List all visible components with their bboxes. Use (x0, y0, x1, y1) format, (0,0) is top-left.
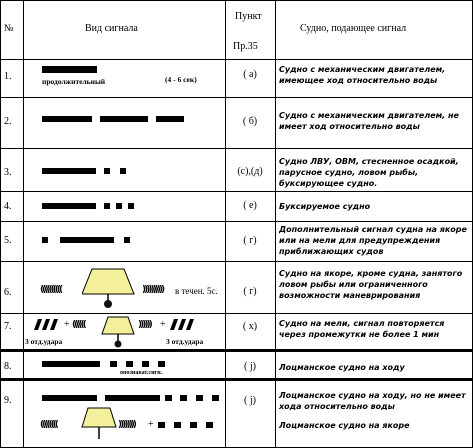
long-blast (42, 66, 97, 73)
short-blast (158, 361, 165, 367)
short-blast (120, 168, 126, 174)
vessel-desc: Судно ЛВУ, ОВМ, стесненное осадкой, парусное судно, ловом рыбы, буксирующее судно. (279, 157, 459, 188)
rule-point: ( б) (242, 116, 258, 127)
long-blast (105, 395, 160, 401)
rule-point: ( г) (243, 235, 257, 246)
rule-point: ( а) (243, 69, 257, 80)
signal-label: продолжительный (42, 77, 106, 86)
gong-stroke-icon (50, 319, 58, 330)
row-number: 3. (4, 167, 12, 178)
row-number: 5. (4, 235, 12, 246)
short-blast (42, 237, 48, 243)
row-number: 4. (4, 201, 12, 212)
long-blast (100, 116, 148, 122)
rule-point: (с),(д) (237, 166, 263, 177)
row-number: 1. (4, 71, 12, 82)
row-number: 7. (4, 321, 12, 332)
signal-duration: в течен. 5с. (175, 286, 218, 296)
row-number: 9. (4, 395, 12, 406)
signal-label: опознават.сигн. (120, 370, 163, 376)
short-blast (190, 422, 197, 428)
long-blast (156, 116, 184, 122)
short-blast (110, 361, 117, 367)
rule-point: ( е) (243, 200, 257, 211)
rule-point: ( j) (244, 395, 256, 406)
gong-stroke-icon (170, 319, 178, 330)
signal-label: 3 отд.удара (166, 337, 204, 346)
bell-ringing-icon: )))))) (138, 320, 151, 330)
short-blast (174, 422, 181, 428)
bell-ringing-icon: (((((( (72, 320, 85, 330)
short-blast (165, 395, 172, 401)
short-blast (104, 203, 110, 209)
gong-stroke-icon (34, 319, 42, 330)
long-blast (60, 237, 114, 243)
short-blast (104, 168, 110, 174)
bell-icon (100, 314, 138, 354)
bell-ringing-icon: (((((((( (40, 420, 57, 430)
short-blast (196, 395, 203, 401)
long-blast (42, 395, 97, 401)
row-number: 6. (4, 287, 12, 298)
plus-icon: + (160, 319, 166, 330)
signal-label: 3 отд.удара (25, 337, 63, 346)
bell-icon (82, 266, 142, 311)
header-point: Пункт (235, 11, 262, 22)
bell-ringing-icon: )))))))) (118, 420, 135, 430)
bell-ringing-icon: (((((((((( (40, 285, 62, 295)
gong-stroke-icon (178, 319, 186, 330)
row-number: 8. (4, 361, 12, 372)
short-blast (158, 422, 165, 428)
vessel-desc: Буксируемое судно (279, 202, 371, 211)
header-vessel: Судно, подающее сигнал (300, 23, 407, 34)
short-blast (142, 361, 149, 367)
long-blast (42, 116, 92, 122)
header-signal: Вид сигнала (85, 23, 138, 34)
short-blast (206, 422, 213, 428)
row-number: 2. (4, 116, 12, 127)
plus-icon: + (148, 419, 154, 430)
vessel-desc: Судно на мели, сигнал повторяется через промежутки не более 1 мин (279, 319, 445, 339)
rule-point: ( х) (242, 321, 258, 332)
long-blast (42, 203, 96, 209)
vessel-desc: Лоцманское судно на ходу (279, 363, 405, 372)
short-blast (124, 237, 130, 243)
short-blast (212, 395, 219, 401)
rule-point: ( j) (244, 361, 256, 372)
bell-ringing-icon: )))))))))) (142, 285, 164, 295)
short-blast (180, 395, 187, 401)
vessel-desc: Судно с механическим двигателем, имеющее ход относительно воды (279, 65, 446, 85)
vessel-desc: Лоцманское судно на ходу, но не имеет хода относительно воды (279, 391, 466, 411)
bell-icon (80, 405, 120, 448)
rule-point: ( г) (243, 286, 257, 297)
vessel-desc: Судно с механическим двигателем, не имеет ход относительно воды (279, 111, 459, 131)
gong-stroke-icon (186, 319, 194, 330)
long-blast (42, 361, 100, 367)
vessel-desc: Дополнительный сигнал судна на якоре или на мели для предупреждения приближающих судов (279, 225, 467, 256)
long-blast (42, 168, 96, 174)
vessel-desc-anchor: Лоцманское судно на якоре (279, 421, 410, 430)
short-blast (128, 203, 134, 209)
header-no: № (4, 23, 14, 34)
signal-duration: (4 - 6 сек) (165, 75, 197, 84)
vessel-desc: Судно на якоре, кроме судна, занятого ловом рыбы или ограниченного возможности маневрирования (279, 269, 463, 300)
short-blast (126, 361, 133, 367)
plus-icon: + (64, 319, 70, 330)
short-blast (116, 203, 122, 209)
header-rule: Пр.35 (233, 41, 258, 52)
gong-stroke-icon (42, 319, 50, 330)
